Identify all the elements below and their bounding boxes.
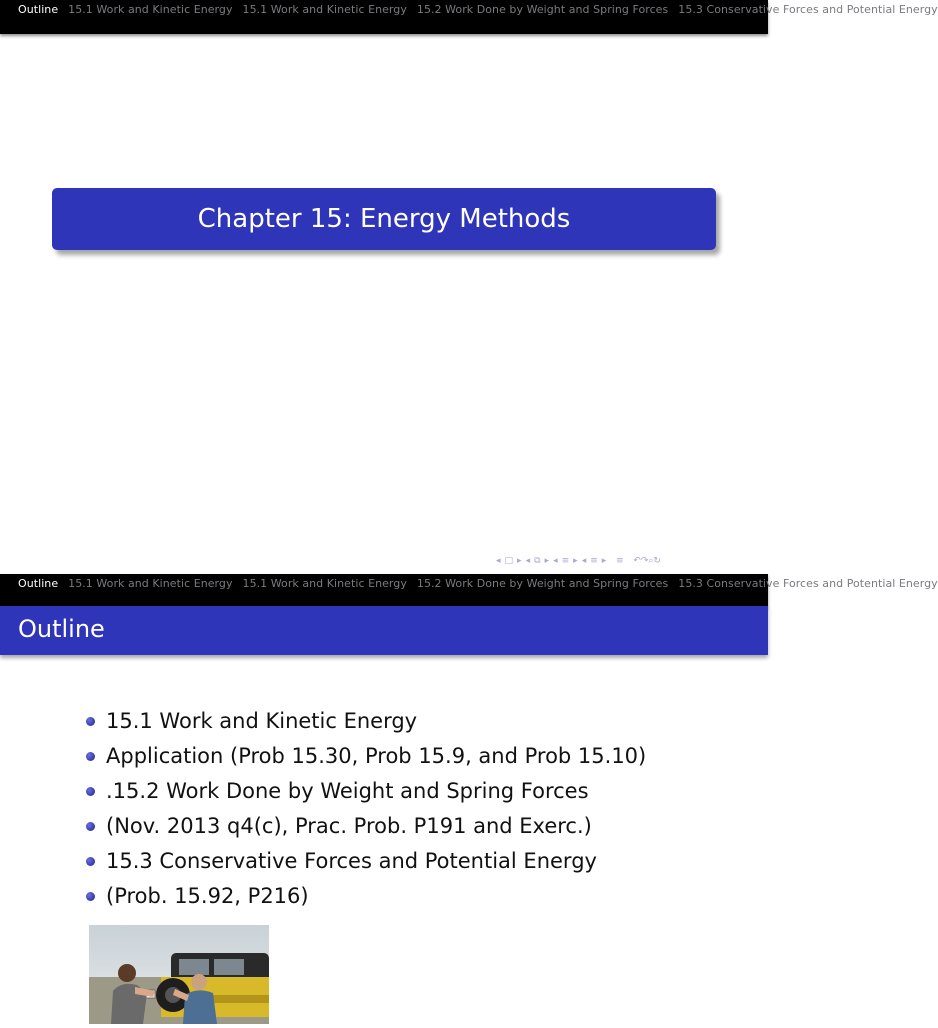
nav-item-work-kinetic-energy[interactable]: 15.1 Work and Kinetic Energy — [68, 2, 233, 16]
appendix-icon[interactable]: ≡ — [610, 556, 624, 566]
beamer-navigation-symbols — [496, 556, 661, 566]
nav-prev-doc-icon[interactable]: ◂ — [581, 556, 587, 566]
outline-item — [84, 706, 646, 741]
doc-icon[interactable]: ≡ — [590, 556, 598, 566]
outline-item — [84, 741, 646, 776]
bullet-icon — [86, 752, 95, 761]
nav-item-work-weight-spring[interactable]: 15.2 Work Done by Weight and Spring Forces — [416, 576, 669, 590]
outline-item-text: 15.1 Work and Kinetic Energy — [106, 709, 418, 733]
nav-item-work-kinetic-energy-2[interactable]: 15.1 Work and Kinetic Energy — [242, 2, 407, 16]
bullet-icon — [86, 892, 95, 901]
nav-next-section-icon[interactable]: ▸ — [573, 556, 578, 566]
slide-navigation-bar — [0, 0, 938, 34]
back-forward-search-icon[interactable]: ↶↷⌕↻ — [627, 556, 661, 566]
outline-list — [84, 706, 646, 916]
frame-title-bar — [0, 606, 768, 655]
nav-next-doc-icon[interactable]: ▸ — [601, 556, 607, 566]
outline-item-text: (Nov. 2013 q4(c), Prac. Prob. P191 and Exerc.) — [106, 814, 592, 838]
nav-item-conservative-forces[interactable]: 15.3 Conservative Forces and Potential Energy — [678, 576, 938, 590]
bullet-icon — [86, 717, 95, 726]
outline-item — [84, 846, 646, 881]
outline-item — [84, 776, 646, 811]
slide-navigation-bar-2 — [0, 574, 938, 608]
nav-item-conservative-forces[interactable]: 15.3 Conservative Forces and Potential Energy — [678, 2, 938, 16]
nav-item-outline[interactable]: Outline — [18, 576, 59, 590]
frame-icon[interactable]: □ — [504, 556, 514, 566]
outline-item-text: Application (Prob 15.30, Prob 15.9, and Prob 15.10) — [106, 744, 647, 768]
nav-item-work-kinetic-energy[interactable]: 15.1 Work and Kinetic Energy — [68, 576, 233, 590]
outline-item-text: 15.3 Conservative Forces and Potential Energy — [106, 849, 597, 873]
outline-item — [84, 881, 646, 916]
nav-item-work-kinetic-energy-2[interactable]: 15.1 Work and Kinetic Energy — [242, 576, 407, 590]
bullet-icon — [86, 787, 95, 796]
chapter-title: Chapter 15: Energy Methods — [197, 204, 571, 234]
subsection-icon[interactable]: ⧉ — [534, 556, 541, 566]
jeep-pushing-photo — [89, 925, 269, 1024]
nav-prev-subsection-icon[interactable]: ◂ — [525, 556, 531, 566]
nav-prev-section-icon[interactable]: ◂ — [553, 556, 558, 566]
outline-item-text: .15.2 Work Done by Weight and Spring Forces — [106, 779, 589, 803]
bullet-icon — [86, 857, 95, 866]
nav-next-frame-icon[interactable]: ▸ — [517, 556, 522, 566]
outline-item — [84, 811, 646, 846]
nav-prev-frame-icon[interactable]: ◂ — [496, 556, 501, 566]
outline-item-text: (Prob. 15.92, P216) — [106, 884, 309, 908]
bullet-icon — [86, 822, 95, 831]
frame-title: Outline — [18, 615, 105, 643]
section-icon[interactable]: ≡ — [561, 556, 570, 566]
nav-item-outline[interactable]: Outline — [18, 2, 59, 16]
nav-item-work-weight-spring[interactable]: 15.2 Work Done by Weight and Spring Forces — [416, 2, 669, 16]
nav-next-subsection-icon[interactable]: ▸ — [544, 556, 550, 566]
chapter-title-block — [52, 188, 716, 250]
